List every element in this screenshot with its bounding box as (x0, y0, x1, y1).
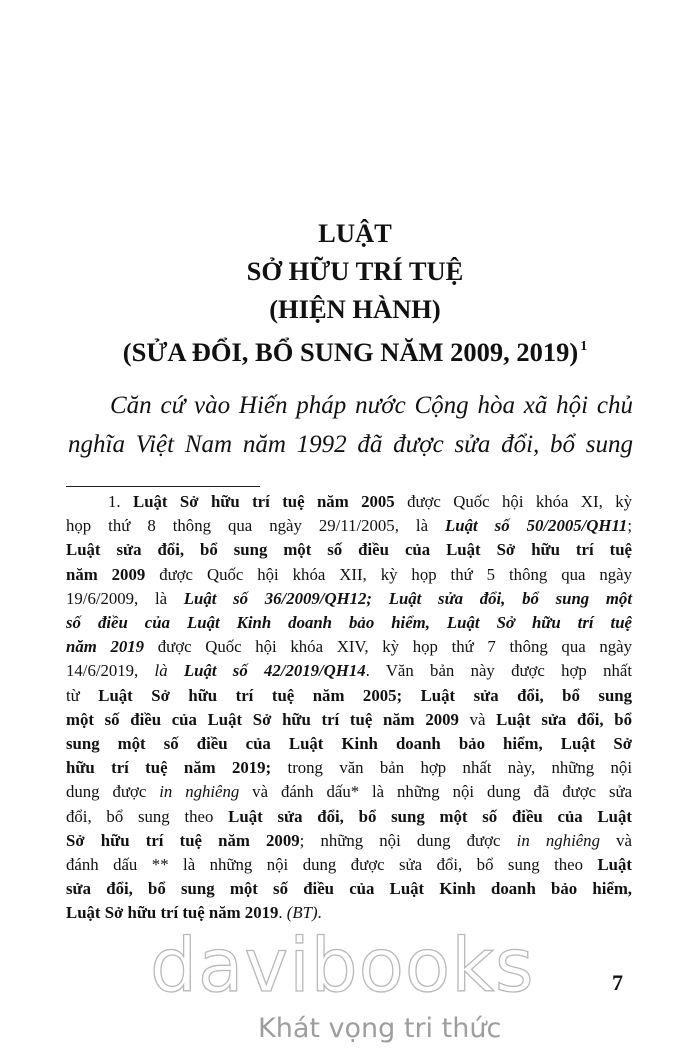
footnote-bold: Luật sửa đổi, bổ sung một số điều của Luật (228, 806, 632, 826)
footnote-line (66, 514, 632, 538)
title-line-2: SỞ HỮU TRÍ TUỆ (246, 256, 464, 286)
watermark (150, 923, 570, 1056)
footnote-line (66, 877, 632, 901)
footnote-bold: Luật sửa đổi, bổ (496, 709, 633, 729)
title-line-3: (HIỆN HÀNH) (269, 294, 441, 324)
footnote-line (66, 659, 632, 683)
footnote-text: họp thứ 8 thông qua ngày 29/11/2005, là (66, 516, 446, 536)
footnote-text: đánh dấu ** là những nội dung được sửa đổi, bổ sung theo (66, 855, 598, 875)
footnote-bold: Sở hữu trí tuệ năm 2009 (66, 830, 300, 850)
footnote-bold: Luật Sở hữu trí tuệ năm 2005 (133, 492, 395, 511)
footnote-line (66, 490, 632, 514)
watermark-brand: davibooks (150, 923, 535, 1009)
preamble-line-1: Căn cứ vào Hiến pháp nước Cộng hòa xã hội chủ (110, 392, 633, 419)
title-line-4-text: (SỬA ĐỔI, BỔ SUNG NĂM 2009, 2019) (122, 337, 579, 367)
footnote-italic: (BT) (286, 903, 318, 923)
footnote-text (168, 661, 184, 680)
footnote-bold: sửa đổi, bổ sung một số điều của Luật Kinh doanh bảo hiểm, (66, 879, 632, 899)
footnote-bold: Luật (597, 855, 632, 875)
footnote-text: trong văn bản hợp nhất này, những nội (271, 758, 632, 778)
footnote-text: từ (66, 685, 99, 705)
footnote-text: 1. (108, 492, 133, 511)
footnote-bold: Luật Sở hữu trí tuệ năm 2019 (66, 903, 279, 923)
watermark-slogan: Khát vọng tri thức (258, 1013, 502, 1044)
footnote-line (66, 780, 632, 804)
footnote-line (66, 684, 632, 708)
footnote-text: được Quốc hội khóa XIV, kỳ họp thứ 7 thông qua ngày (144, 637, 632, 657)
footnote-italic: là (154, 661, 168, 681)
footnote-bold: hữu trí tuệ năm 2019; (66, 758, 272, 778)
footnote-bold: Luật sửa đổi, bổ sung một số điều của Luật Sở hữu trí tuệ (66, 540, 632, 560)
footnote-line (66, 805, 632, 829)
title-line-1: LUẬT (318, 218, 392, 248)
footnote-line (66, 708, 632, 732)
footnote-text: đổi, bổ sung theo (66, 806, 229, 826)
footnote-bold-italic: số điều của Luật Kinh doanh bảo hiểm, Luật Sở hữu trí tuệ (66, 613, 632, 633)
footnote-text: và (458, 709, 497, 729)
preamble-line-2: nghĩa Việt Nam năm 1992 đã được sửa đổi, bổ sung (68, 431, 633, 458)
footnote-line (66, 853, 632, 877)
footnote-italic: in nghiêng (516, 830, 600, 850)
footnote-bold-italic: năm 2019 (66, 637, 145, 657)
footnote-line (66, 563, 632, 587)
footnote-line (66, 756, 632, 780)
footnote-text: 14/6/2019, (66, 661, 155, 681)
footnote-bold: năm 2009 (66, 564, 146, 584)
footnote-italic: in nghiêng (159, 782, 240, 802)
footnote-text: dung được (66, 782, 160, 802)
preamble (68, 386, 633, 464)
page-number: 7 (612, 970, 623, 995)
footnote-bold-italic: Luật số 50/2005/QH11 (445, 516, 628, 536)
footnote-text: 19/6/2009, là (66, 588, 184, 608)
footnote-line (66, 611, 632, 635)
footnote-text: được Quốc hội khóa XII, kỳ họp thứ 5 thông qua ngày (145, 564, 633, 584)
footnote-text: ; những nội dung được (299, 830, 517, 850)
footnote-text: . (317, 903, 322, 923)
footnote-line (66, 732, 632, 756)
footnote (66, 490, 632, 926)
footnote-text: được Quốc hội khóa XI, kỳ (394, 492, 633, 511)
footnote-divider (66, 486, 260, 487)
footnote-bold: một số điều của Luật Sở hữu trí tuệ năm 2009 (66, 709, 459, 729)
footnote-line (66, 635, 632, 659)
law-title (60, 214, 650, 371)
footnote-line (66, 538, 632, 562)
footnote-bold-italic: Luật số 36/2009/QH12; Luật sửa đổi, bổ sung một (183, 588, 632, 608)
footnote-bold-italic: Luật số 42/2019/QH14 (183, 661, 366, 681)
footnote-text: . (278, 903, 287, 923)
footnote-bold: sung một số điều của Luật Kinh doanh bảo hiểm, Luật Sở (66, 734, 632, 754)
footnote-line (66, 829, 632, 853)
footnote-text: . Văn bản này được hợp nhất (365, 661, 632, 681)
title-line-4 (60, 328, 650, 371)
footnote-line (66, 587, 632, 611)
footnote-bold: Luật Sở hữu trí tuệ năm 2005; Luật sửa đổi, bổ sung (98, 685, 632, 705)
footnote-line (66, 901, 632, 925)
footnote-reference: 1 (580, 339, 588, 354)
footnote-text: ; (627, 516, 632, 536)
footnote-text: và đánh dấu* là những nội dung đã được sửa (239, 782, 633, 802)
footnote-text: và (599, 830, 632, 850)
